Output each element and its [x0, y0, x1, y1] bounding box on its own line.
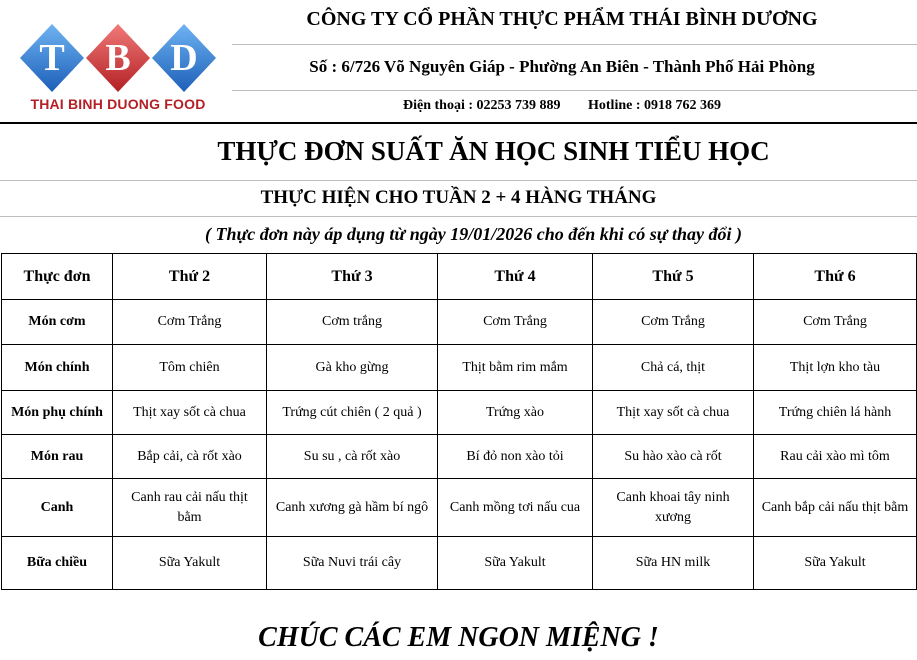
- menu-cell: Cơm Trắng: [593, 300, 754, 345]
- header-divider: [0, 122, 917, 124]
- table-row: [2, 479, 917, 537]
- menu-note: ( Thực đơn này áp dụng từ ngày 19/01/2026 cho đến khi có sự thay đổi ): [204, 224, 743, 244]
- menu-cell: Thịt xay sốt cà chua: [593, 391, 754, 435]
- menu-cell: Sữa Nuvi trái cây: [267, 537, 438, 590]
- table-row: [2, 435, 917, 479]
- day-header: Thứ 4: [438, 254, 593, 300]
- menu-cell: Thịt bằm rim mắm: [438, 345, 593, 391]
- menu-cell: Cơm trắng: [267, 300, 438, 345]
- menu-cell: Trứng cút chiên ( 2 quả ): [267, 391, 438, 435]
- menu-cell: Sữa Yakult: [754, 537, 917, 590]
- menu-cell: Canh khoai tây ninh xương: [593, 479, 754, 537]
- menu-cell: Sữa Yakult: [113, 537, 267, 590]
- menu-cell: Trứng xào: [438, 391, 593, 435]
- menu-cell: Bắp cải, cà rốt xào: [113, 435, 267, 479]
- menu-cell: Bí đỏ non xào tỏi: [438, 435, 593, 479]
- header: [0, 0, 917, 122]
- table-row: [2, 300, 917, 345]
- day-header: Thứ 6: [754, 254, 917, 300]
- menu-cell: Rau cải xào mì tôm: [754, 435, 917, 479]
- menu-cell: Canh bắp cải nấu thịt bằm: [754, 479, 917, 537]
- corner-header: Thực đơn: [2, 254, 113, 300]
- logo-letter-d: D: [170, 37, 198, 79]
- table-row: [2, 345, 917, 391]
- row-label: Canh: [2, 479, 113, 537]
- menu-cell: Canh rau cải nấu thịt bằm: [113, 479, 267, 537]
- menu-cell: Trứng chiên lá hành: [754, 391, 917, 435]
- company-address: Số : 6/726 Võ Nguyên Giáp - Phường An Biên - Thành Phố Hải Phòng: [309, 57, 815, 76]
- row-label: Món rau: [2, 435, 113, 479]
- table-row: [2, 391, 917, 435]
- menu-cell: Sữa HN milk: [593, 537, 754, 590]
- menu-table: [1, 253, 917, 590]
- menu-subtitle: THỰC HIỆN CHO TUẦN 2 + 4 HÀNG THÁNG: [260, 187, 657, 208]
- day-header: Thứ 3: [267, 254, 438, 300]
- menu-cell: Cơm Trắng: [754, 300, 917, 345]
- menu-cell: Cơm Trắng: [113, 300, 267, 345]
- menu-title: THỰC ĐƠN SUẤT ĂN HỌC SINH TIỂU HỌC: [217, 136, 770, 166]
- menu-cell: Canh xương gà hầm bí ngô: [267, 479, 438, 537]
- menu-cell: Tôm chiên: [113, 345, 267, 391]
- logo-letter-t: T: [39, 37, 65, 79]
- company-name: CÔNG TY CỔ PHẦN THỰC PHẨM THÁI BÌNH DƯƠNG: [306, 8, 818, 30]
- row-label: Món phụ chính: [2, 391, 113, 435]
- table-row: [2, 537, 917, 590]
- menu-cell: Chả cá, thịt: [593, 345, 754, 391]
- row-label: Bữa chiều: [2, 537, 113, 590]
- divider: [232, 44, 917, 45]
- menu-cell: Su su , cà rốt xào: [267, 435, 438, 479]
- logo-caption: THAI BINH DUONG FOOD: [30, 96, 206, 112]
- day-header: Thứ 5: [593, 254, 754, 300]
- menu-cell: Cơm Trắng: [438, 300, 593, 345]
- phone-number: Điện thoại : 02253 739 889: [403, 98, 561, 113]
- table-header-row: [2, 254, 917, 300]
- menu-cell: Sữa Yakult: [438, 537, 593, 590]
- divider: [0, 216, 917, 217]
- menu-cell: Thịt xay sốt cà chua: [113, 391, 267, 435]
- divider: [232, 90, 917, 91]
- closing-message: CHÚC CÁC EM NGON MIỆNG !: [258, 622, 659, 653]
- day-header: Thứ 2: [113, 254, 267, 300]
- row-label: Món chính: [2, 345, 113, 391]
- menu-cell: Gà kho gừng: [267, 345, 438, 391]
- menu-cell: Su hào xào cà rốt: [593, 435, 754, 479]
- row-label: Món cơm: [2, 300, 113, 345]
- menu-cell: Canh mồng tơi nấu cua: [438, 479, 593, 537]
- logo-letter-b: B: [105, 37, 131, 79]
- menu-cell: Thịt lợn kho tàu: [754, 345, 917, 391]
- divider: [0, 180, 917, 181]
- hotline-number: Hotline : 0918 762 369: [588, 98, 721, 113]
- contact-line: [232, 98, 892, 114]
